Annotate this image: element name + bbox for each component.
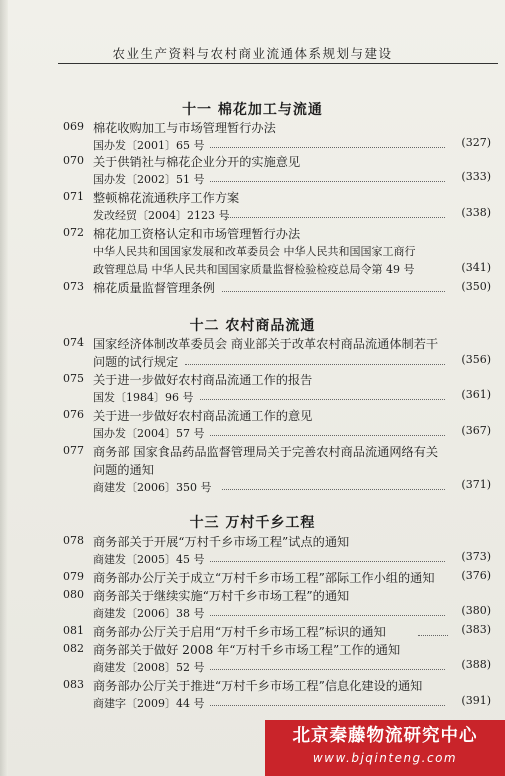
entry-title: 关于进一步做好农村商品流通工作的报告: [93, 373, 313, 387]
entry-number: 070: [63, 154, 84, 167]
entry-title-continued: 问题的通知: [93, 463, 154, 477]
entry-title: 商务部办公厅关于成立“万村千乡市场工程”部际工作小组的通知: [93, 571, 435, 585]
entry-page: (373): [461, 550, 491, 563]
section-title-12: 十二 农村商品流通: [189, 318, 316, 334]
leader-dots: [185, 364, 445, 365]
running-header: 农业生产资料与农村商业流通体系规划与建设: [112, 46, 393, 61]
entry-page: (376): [461, 569, 491, 582]
section-title-13: 十三 万村千乡工程: [189, 515, 316, 531]
entry-doc-number: 商建发〔2006〕38 号: [93, 607, 205, 620]
entry-title: 棉花质量监督管理条例: [93, 281, 215, 295]
leader-dots: [210, 435, 445, 436]
entry-number: 079: [63, 570, 84, 583]
entry-page: (361): [461, 388, 491, 401]
leader-dots: [210, 147, 445, 148]
section-title-11: 十一 棉花加工与流通: [182, 102, 323, 118]
entry-page: (350): [461, 280, 491, 293]
entry-number: 073: [63, 280, 84, 293]
entry-number: 072: [63, 226, 84, 239]
leader-dots: [200, 399, 445, 400]
entry-title: 商务部办公厅关于推进“万村千乡市场工程”信息化建设的通知: [93, 679, 423, 693]
entry-doc-number-continued: 政管理总局 中华人民共和国国家质量监督检验检疫总局令第 49 号: [93, 263, 415, 276]
entry-number: 074: [63, 336, 84, 349]
leader-dots: [225, 217, 445, 218]
entry-number: 081: [63, 624, 84, 637]
entry-page: (388): [461, 658, 491, 671]
entry-number: 082: [63, 642, 84, 655]
entry-title: 商务部 国家食品药品监督管理局关于完善农村商品流通网络有关: [93, 445, 439, 459]
entry-page: (367): [461, 424, 491, 437]
entry-title: 整顿棉花流通秩序工作方案: [93, 191, 240, 205]
entry-number: 078: [63, 534, 84, 547]
entry-doc-number: 国发〔1984〕96 号: [93, 391, 194, 404]
entry-number: 076: [63, 408, 84, 421]
entry-title: 棉花收购加工与市场管理暂行办法: [93, 121, 276, 135]
entry-title: 商务部关于做好 2008 年“万村千乡市场工程”工作的通知: [93, 643, 401, 657]
entry-page: (356): [461, 353, 491, 366]
entry-title: 国家经济体制改革委员会 商业部关于改革农村商品流通体制若干: [93, 337, 439, 351]
entry-page: (338): [461, 206, 491, 219]
entry-doc-number: 国办发〔2001〕65 号: [93, 139, 205, 152]
entry-title: 商务部关于开展“万村千乡市场工程”试点的通知: [93, 535, 350, 549]
leader-dots: [210, 705, 445, 706]
entry-title: 关于进一步做好农村商品流通工作的意见: [93, 409, 313, 423]
leader-dots: [222, 291, 445, 292]
entry-page: (380): [461, 604, 491, 617]
entry-page: (391): [461, 694, 491, 707]
entry-doc-number: 国办发〔2002〕51 号: [93, 173, 205, 186]
entry-doc-number: 中华人民共和国国家发展和改革委员会 中华人民共和国国家工商行: [93, 245, 416, 258]
entry-number: 083: [63, 678, 84, 691]
entry-page: (327): [461, 136, 491, 149]
entry-doc-number: 商建发〔2008〕52 号: [93, 661, 205, 674]
entry-number: 069: [63, 120, 84, 133]
entry-title: 商务部关于继续实施“万村千乡市场工程”的通知: [93, 589, 350, 603]
leader-dots: [222, 489, 445, 490]
leader-dots: [418, 635, 448, 636]
entry-number: 080: [63, 588, 84, 601]
watermark-banner: [265, 720, 505, 776]
watermark-url: www.bjqinteng.com: [312, 751, 458, 765]
entry-title: 棉花加工资格认定和市场管理暂行办法: [93, 227, 301, 241]
entry-doc-number: 商建发〔2005〕45 号: [93, 553, 205, 566]
entry-number: 071: [63, 190, 84, 203]
leader-dots: [210, 561, 445, 562]
entry-doc-number: 商建发〔2006〕350 号: [93, 481, 212, 494]
entry-title-continued: 问题的试行规定: [93, 355, 179, 369]
leader-dots: [210, 669, 445, 670]
header-rule: [58, 63, 498, 64]
entry-page: (341): [461, 261, 491, 274]
leader-dots: [210, 615, 445, 616]
entry-page: (383): [461, 623, 491, 636]
entry-number: 077: [63, 444, 84, 457]
entry-doc-number: 发改经贸〔2004〕2123 号: [93, 209, 230, 222]
watermark-title: 北京秦藤物流研究中心: [292, 726, 478, 746]
entry-title: 关于供销社与棉花企业分开的实施意见: [93, 155, 301, 169]
entry-number: 075: [63, 372, 84, 385]
entry-page: (371): [461, 478, 491, 491]
entry-title: 商务部办公厅关于启用“万村千乡市场工程”标识的通知: [93, 625, 386, 639]
entry-doc-number: 国办发〔2004〕57 号: [93, 427, 205, 440]
entry-page: (333): [461, 170, 491, 183]
entry-doc-number: 商建字〔2009〕44 号: [93, 697, 205, 710]
leader-dots: [210, 181, 445, 182]
